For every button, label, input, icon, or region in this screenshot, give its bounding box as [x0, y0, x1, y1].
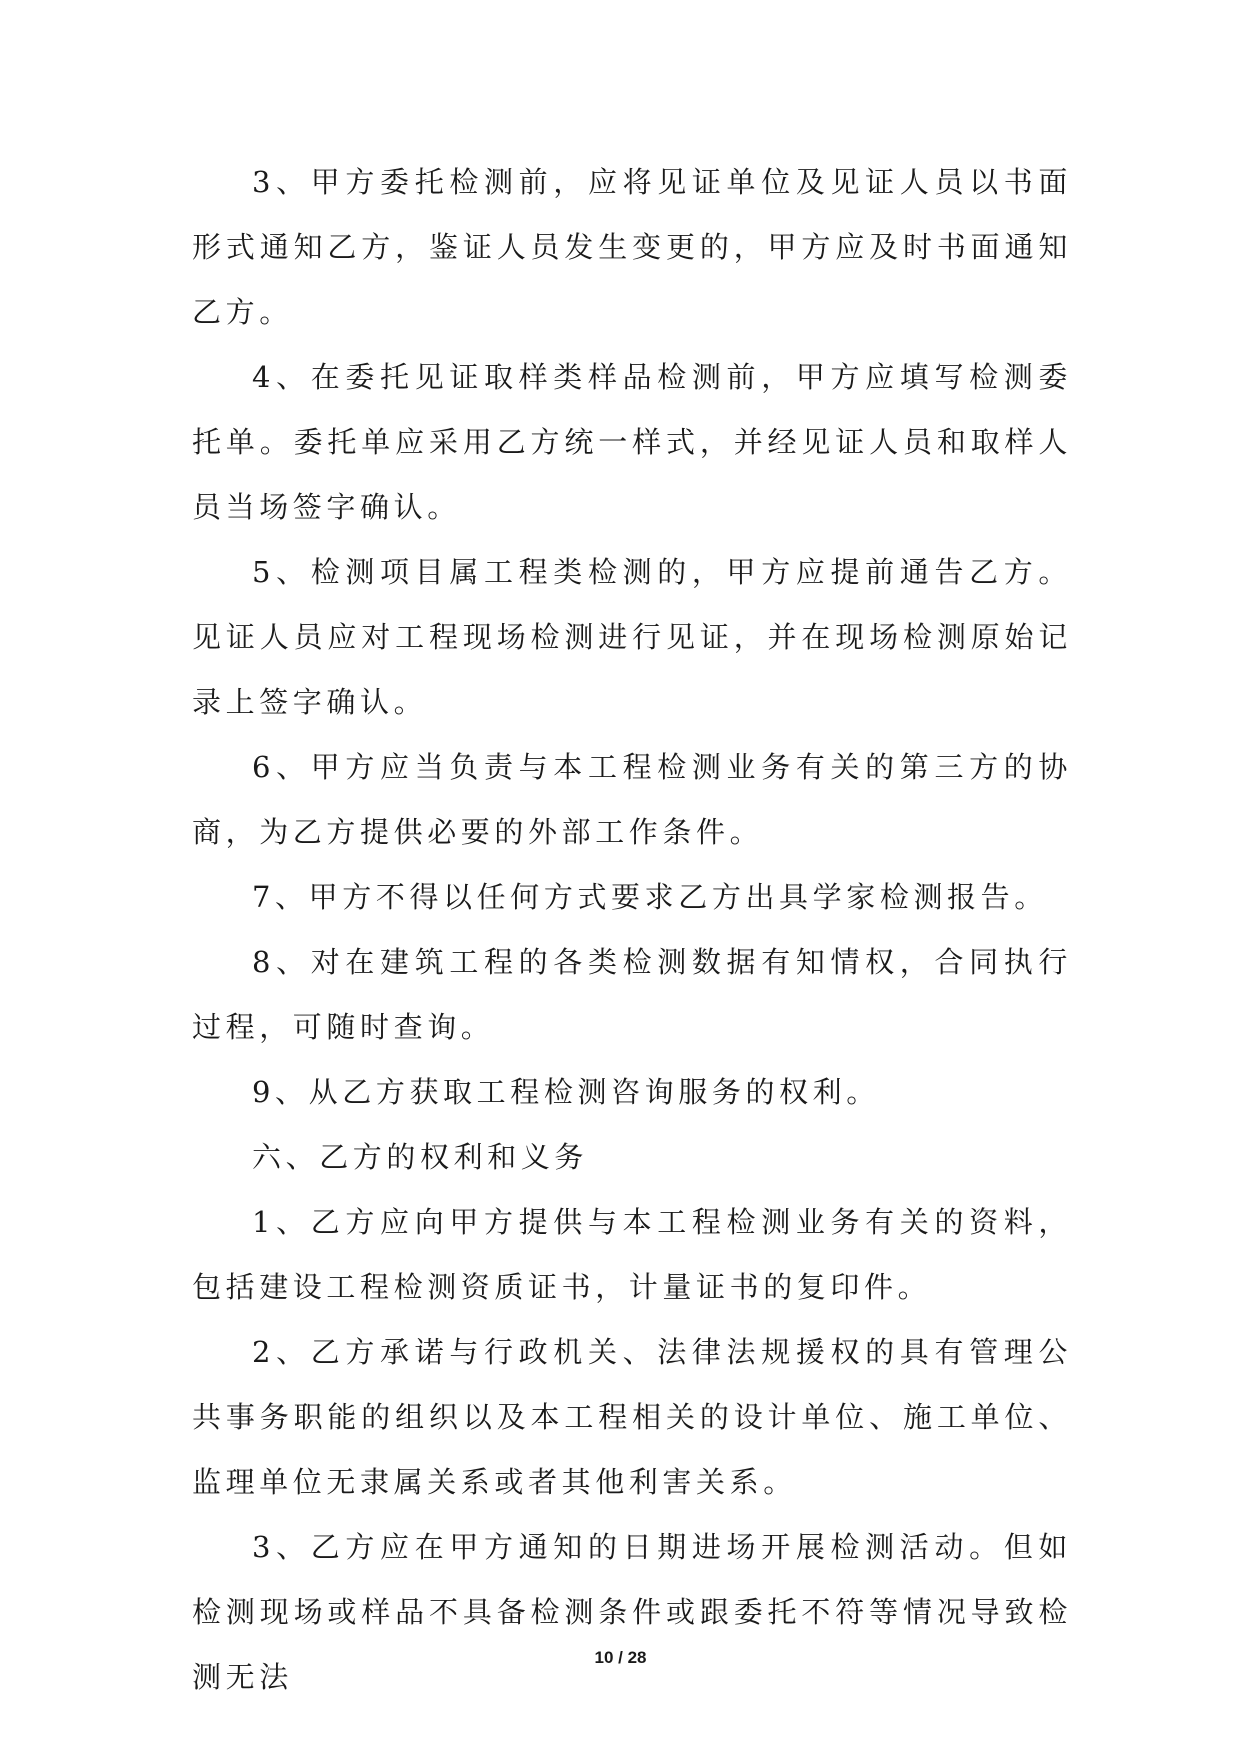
paragraph-6: 8、对在建筑工程的各类检测数据有知情权，合同执行过程，可随时查询。 [192, 945, 1072, 1044]
paragraph-1: 3、甲方委托检测前，应将见证单位及见证人员以书面形式通知乙方，鉴证人员发生变更的，甲方应及时书面通知乙方。 [192, 165, 1072, 329]
page-number: 10 / 28 [594, 1648, 647, 1667]
paragraph-7: 9、从乙方获取工程检测咨询服务的权利。 [252, 1075, 880, 1109]
paragraph-9: 1、乙方应向甲方提供与本工程检测业务有关的资料，包括建设工程检测资质证书，计量证书的复印件。 [192, 1205, 1072, 1304]
paragraph-2: 4、在委托见证取样类样品检测前，甲方应填写检测委托单。委托单应采用乙方统一样式，并经见证人员和取样人员当场签字确认。 [192, 360, 1072, 524]
paragraph-5: 7、甲方不得以任何方式要求乙方出具学家检测报告。 [252, 880, 1048, 914]
section-heading: 六、乙方的权利和义务 [252, 1140, 589, 1174]
paragraph-11: 3、乙方应在甲方通知的日期进场开展检测活动。但如检测现场或样品不具备检测条件或跟委托不符等情况导致检测无法 [192, 1530, 1072, 1694]
paragraph-10: 2、乙方承诺与行政机关、法律法规援权的具有管理公共事务职能的组织以及本工程相关的设计单位、施工单位、监理单位无隶属关系或者其他利害关系。 [192, 1335, 1072, 1499]
paragraph-3: 5、检测项目属工程类检测的，甲方应提前通告乙方。见证人员应对工程现场检测进行见证，并在现场检测原始记录上签字确认。 [192, 555, 1072, 719]
document-body [192, 150, 1072, 1710]
paragraph-4: 6、甲方应当负责与本工程检测业务有关的第三方的协商，为乙方提供必要的外部工作条件。 [192, 750, 1072, 849]
